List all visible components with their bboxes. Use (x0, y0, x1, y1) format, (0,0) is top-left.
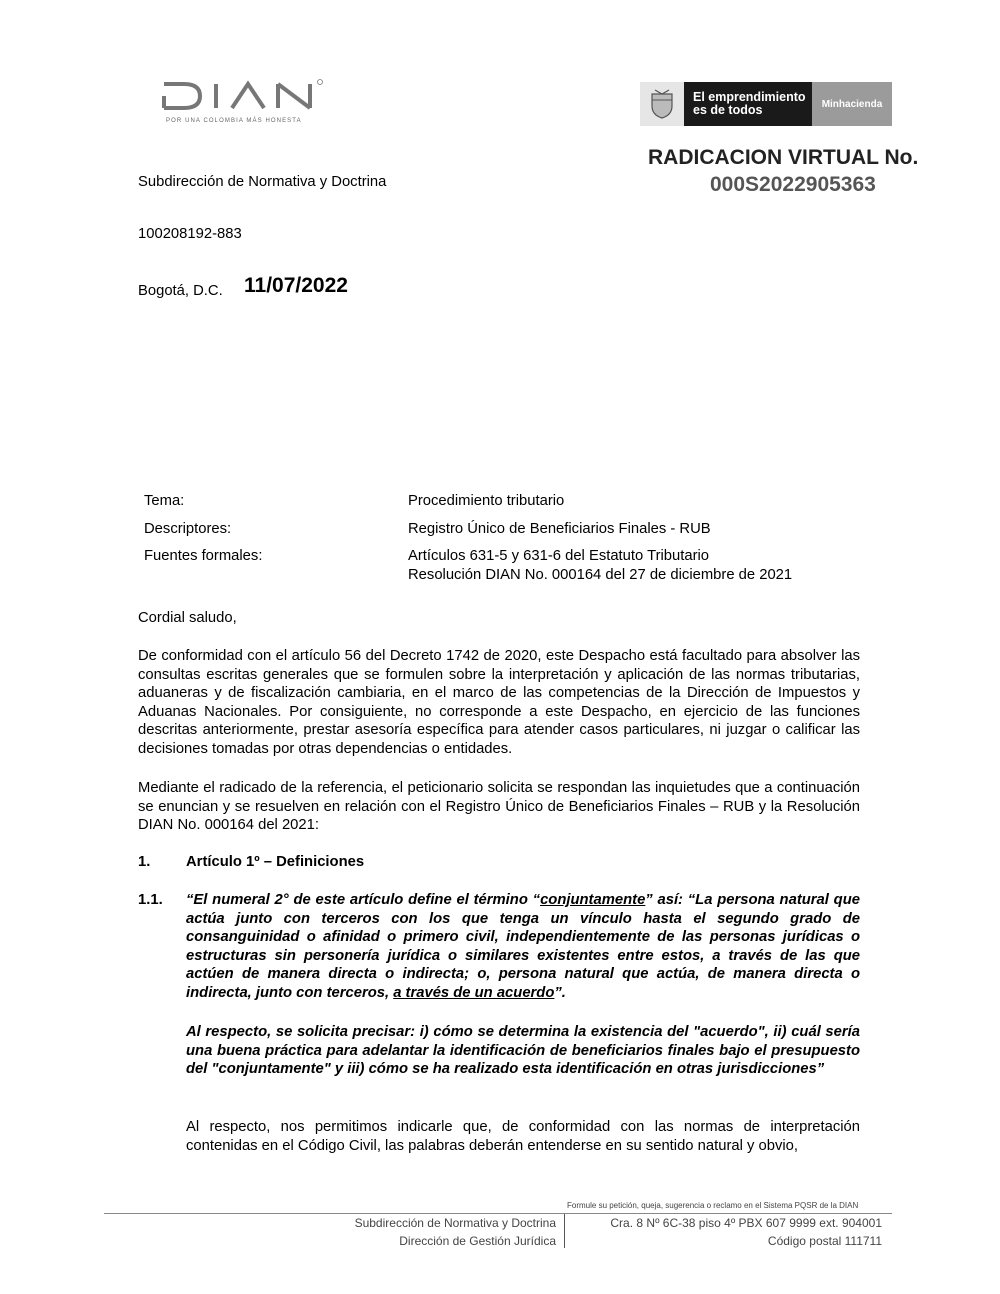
question-request: Al respecto, se solicita precisar: i) cómo se determina la existencia del "acuerdo", ii) cuál sería una buena práctica para adelantar la identificación de beneficiarios finales bajo el presupuesto del "conjuntamente" y iii) cómo se ha realizado esta identificación en otras jurisdicciones” (186, 1024, 860, 1077)
meta-value: Registro Único de Beneficiarios Finales - RUB (408, 520, 711, 537)
gov-slogan-line2: es de todos (693, 103, 763, 117)
section-number: 1. (138, 854, 151, 870)
footer-office-line: Dirección de Gestión Jurídica (399, 1234, 556, 1248)
question-text-part: “El numeral 2° de este artículo define el término “ (186, 892, 541, 908)
radicacion-number: 000S2022905363 (710, 173, 876, 196)
question-text-part: ”. (554, 984, 566, 1001)
meta-row-tema (144, 492, 864, 511)
coat-of-arms-icon (640, 82, 684, 126)
footer-note: Formule su petición, queja, sugerencia o reclamo en el Sistema PQSR de la DIAN (567, 1201, 859, 1210)
government-logo (640, 82, 892, 126)
footer-divider (564, 1214, 565, 1248)
footer-office-line: Subdirección de Normativa y Doctrina (354, 1216, 556, 1230)
footer-postal-code: Código postal 111711 (767, 1234, 882, 1248)
gov-slogan (684, 82, 812, 126)
question-term: conjuntamente (540, 892, 646, 908)
meta-label: Fuentes formales: (144, 548, 263, 564)
metadata-table (144, 492, 864, 593)
meta-label: Descriptores: (144, 520, 232, 537)
footer-contact (610, 1214, 882, 1250)
meta-row-descriptores (144, 520, 864, 539)
question-text-part: ” así: “La persona natural que actúa junto con terceros con los que tenga un vínculo hasta el segundo grado de consanguinidad o afinidad o primero civil, independientemente de las personas jurídicas o estructuras sin personería jurídica o similares existentes entre estos, a través de las que actúen de manera directa o indirecta; o, persona natural que actúa, de manera directa o indirecta, junto con terceros, (186, 892, 860, 1001)
document-date: 11/07/2022 (244, 274, 348, 297)
ministry-label: Minhacienda (812, 82, 892, 126)
meta-value-list (408, 547, 864, 584)
section-heading (138, 853, 364, 872)
paragraph: Mediante el radicado de la referencia, el peticionario solicita se respondan las inquietudes que a continuación se enuncian y se resuelven en relación con el Registro Único de Beneficiarios Finales – RUB y la Resolución DIAN No. 000164 del 2021: (138, 780, 860, 833)
dian-logo-mark (160, 78, 325, 114)
greeting: Cordial saludo, (138, 610, 237, 626)
answer-paragraph: Al respecto, nos permitimos indicarle que, de conformidad con las normas de interpretación contenidas en el Código Civil, las palabras deberán entenderse en su sentido natural y obvio, (186, 1119, 860, 1154)
meta-row-fuentes (144, 547, 864, 584)
section-title: Artículo 1º – Definiciones (186, 854, 365, 870)
place: Bogotá, D.C. (138, 283, 223, 299)
reference-number: 100208192-883 (138, 226, 242, 242)
footer-office (355, 1214, 556, 1250)
paragraph: De conformidad con el artículo 56 del Decreto 1742 de 2020, este Despacho está facultado para absolver las consultas escritas generales que se formulen sobre la interpretación y aplicación de las normas tributarias, aduaneras y de fiscalización cambiaria, en el marco de las competencias de la Dirección de Impuestos y Aduanas Nacionales. Por consiguiente, no corresponde a este Despacho, en ejercicio de las funciones descritas anteriormente, prestar asesoría específica para atender casos particulares, ni juzgar o calificar las decisiones tomadas por otras dependencias o entidades. (138, 648, 860, 757)
dian-tagline: POR UNA COLOMBIA MÁS HONESTA (166, 118, 302, 124)
radicacion-title: RADICACION VIRTUAL No. (648, 146, 919, 169)
meta-label: Tema: (144, 493, 185, 509)
question-1-1 (138, 891, 860, 1002)
question-underlined-phrase: a través de un acuerdo (393, 984, 555, 1001)
meta-value: Resolución DIAN No. 000164 del 27 de diciembre de 2021 (408, 566, 793, 583)
footer-address: Cra. 8 Nº 6C-38 piso 4º PBX 607 9999 ext. 904001 (610, 1216, 882, 1230)
gov-slogan-line1: El emprendimiento (693, 90, 806, 104)
dian-logo (160, 78, 330, 138)
meta-value: Procedimiento tributario (408, 493, 565, 509)
meta-value: Artículos 631-5 y 631-6 del Estatuto Tributario (408, 548, 710, 564)
question-number: 1.1. (138, 892, 163, 908)
office-name: Subdirección de Normativa y Doctrina (138, 174, 387, 190)
question-text (186, 891, 860, 1002)
